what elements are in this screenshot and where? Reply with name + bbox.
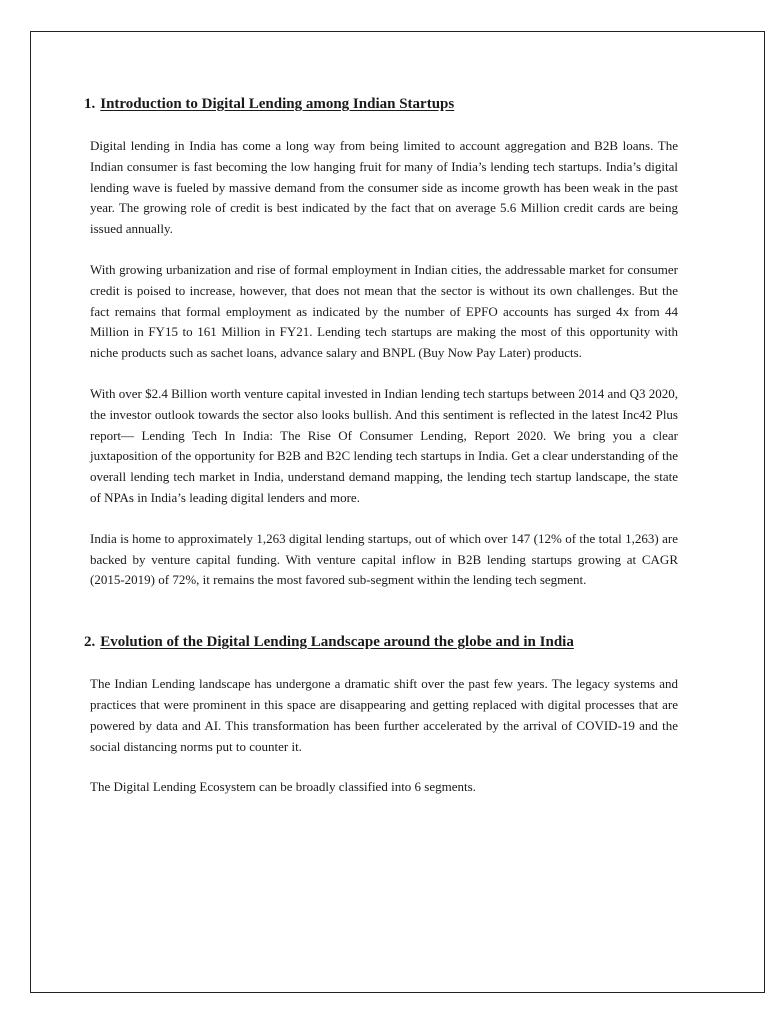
paragraph: The Digital Lending Ecosystem can be broadly classified into 6 segments. [90,779,476,795]
paragraph: India is home to approximately 1,263 digital lending startups, out of which over 147 (12% of the total 1,263) are backed by venture capital funding. With venture capital inflow in B2B lending startups growing at CAGR (2015-2019) of 72%, it remains the most favored sub-segment within the lending tech segment. [90,530,678,588]
section-title: Evolution of the Digital Lending Landscape around the globe and in India [100,634,574,651]
document-body [84,94,678,798]
paragraph: The Indian Lending landscape has undergone a dramatic shift over the past few years. The legacy systems and practices that were prominent in this space are disappearing and getting replaced with digital processes that are powered by data and AI. This transformation has been further accelerated by the arrival of COVID-19 and the social distancing norms put to counter it. [90,676,678,754]
section-heading-evolution [84,632,678,652]
section-heading-introduction [84,94,678,114]
section-title: Introduction to Digital Lending among Indian Startups [100,96,455,112]
section-number: 2. [84,634,96,651]
paragraph: Digital lending in India has come a long way from being limited to account aggregation and B2B loans. The Indian consumer is fast becoming the low hanging fruit for many of India’s lending tech startups. India’s digital lending wave is fueled by massive demand from the consumer side as income growth has been weak in the past year. The growing role of credit is best indicated by the fact that on average 5.6 Million credit cards are being issued annually. [90,138,678,237]
paragraph: With over $2.4 Billion worth venture capital invested in Indian lending tech startups between 2014 and Q3 2020, the investor outlook towards the sector also looks bullish. And this sentiment is reflected in the latest Inc42 Plus report— Lending Tech In India: The Rise Of Consumer Lending, Report 2020. We bring you a clear juxtaposition of the opportunity for B2B and B2C lending tech startups in India. Get a clear understanding of the overall lending tech market in India, understand demand mapping, the lending tech startup landscape, the state of NPAs in India’s leading digital lenders and more. [90,385,678,505]
paragraph: With growing urbanization and rise of formal employment in Indian cities, the addressable market for consumer credit is poised to increase, however, that does not mean that the sector is without its own challenges. But the fact remains that formal employment as indicated by the number of EPFO accounts has surged 4x from 44 Million in FY15 to 161 Million in FY21. Lending tech startups are making the most of this opportunity with niche products such as sachet loans, advance salary and BNPL (Buy Now Pay Later) products. [90,261,678,361]
section-number: 1. [84,96,96,112]
